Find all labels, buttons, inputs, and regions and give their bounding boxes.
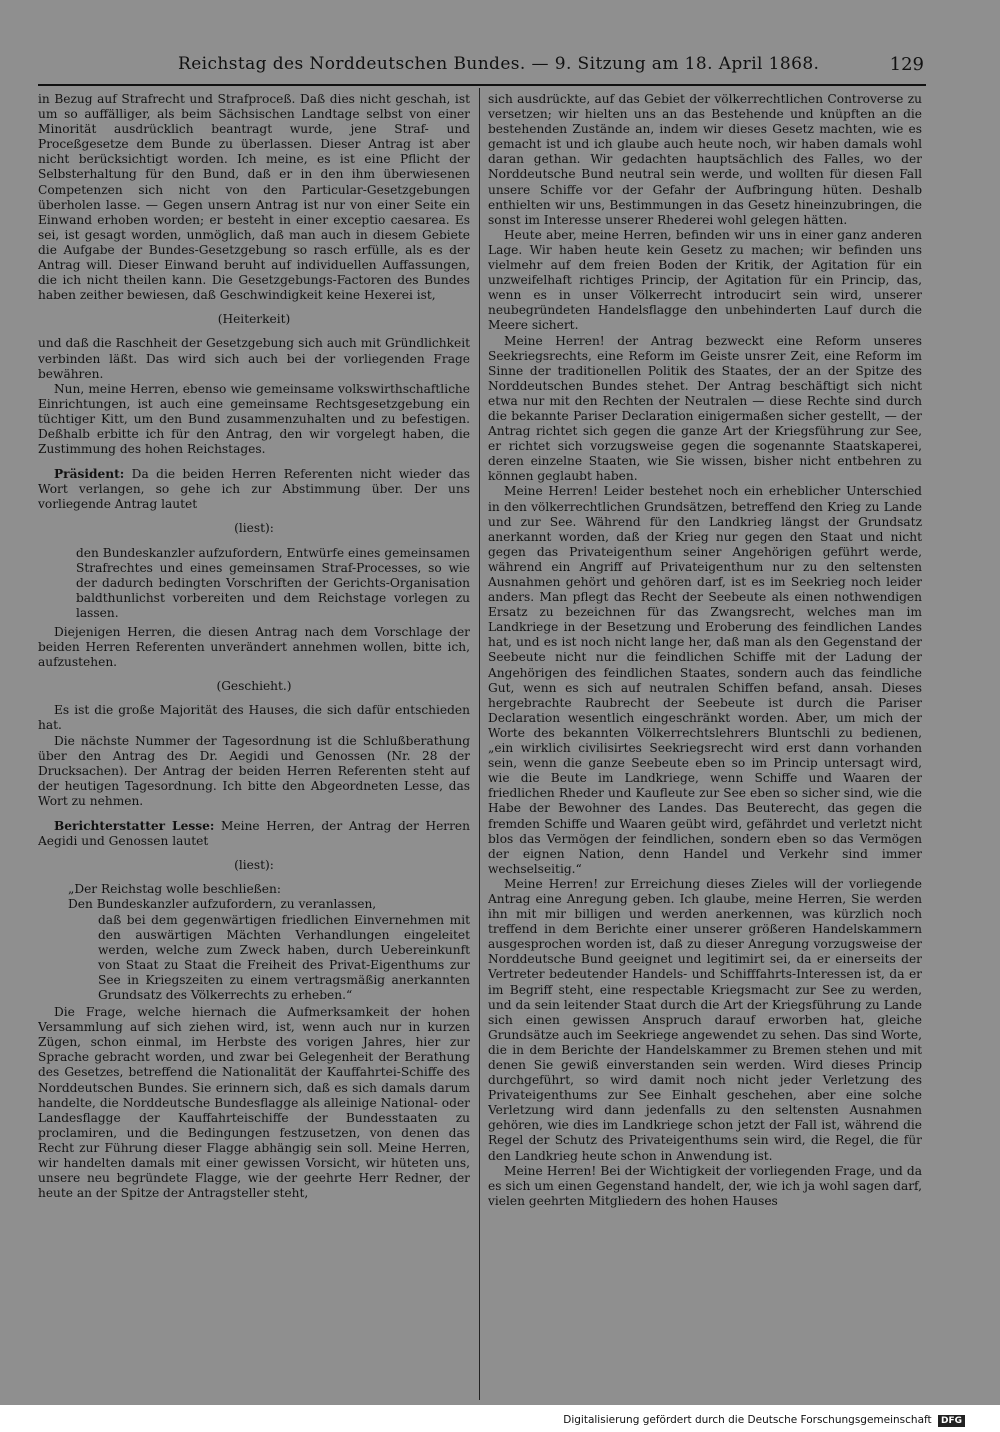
paragraph-text: sich ausdrückte, auf das Gebiet der völkerrechtlichen Controverse zu versetzen; wir hielten uns an das Bestehende und knüpften an die bestehenden Zustände an, indem wir dieses Gesetz machten, wie es gemacht ist und ich glaube auch heute noch, wir haben damals wohl daran gethan. Wir gedachten hauptsächlich des Falles, wo der Norddeutsche Bund neutral sein werde, und wollten für diesen Fall unsere Schiffe vor der Gefahr der Aufbringung hüten. Deshalb enthielten wir uns, Bestimmungen in das Gesetz hineinzubringen, die sonst im Interesse unserer Rhederei wohl gelegen hätten.: [488, 92, 922, 227]
paragraph: [98, 913, 470, 1004]
paragraph-text: (Geschieht.): [216, 679, 292, 694]
page-number: 129: [889, 54, 924, 75]
paragraph-text: Die Frage, welche hiernach die Aufmerksamkeit der hohen Versammlung auf sich ziehen wird, ist, wenn auch nur in kurzen Zügen, schon einmal, im Herbste des vorigen Jahres, hier zur Sprache gebracht worden, und zwar bei Gelegenheit der Berathung des Gesetzes, betreffend die Nationalität der Kauffahrtei-Schiffe des Norddeutschen Bundes. Sie erinnern sich, daß es sich damals darum handelte, die Norddeutsche Bundesflagge als alleinige National- oder Landesflagge der Kauffahrteischiffe der Bundesstaaten zu proclamiren, und die Bedingungen festzusetzen, von denen das Recht zur Führung dieser Flagge abhängig sein soll. Meine Herren, wir handelten damals mit einer gewissen Vorsicht, wir hüteten uns, unsere neu begründete Flagge, wie der geehrte Herr Redner, der heute an der Spitze der Antragsteller steht,: [38, 1005, 470, 1201]
paragraph-text: (Heiterkeit): [217, 312, 291, 327]
paragraph-text: Meine Herren! Bei der Wichtigkeit der vorliegenden Frage, und da es sich um einen Gegenstand handelt, der, wie ich ja wohl sagen darf, vielen geehrten Mitgliedern des hohen Hauses: [488, 1163, 922, 1208]
paragraph: [38, 858, 470, 873]
paragraph: [38, 703, 470, 733]
right-column: [488, 92, 922, 1402]
credit-text: Digitalisierung gefördert durch die Deutsche Forschungsgemeinschaft: [563, 1414, 932, 1426]
page-header: [38, 52, 964, 86]
paragraph: [38, 467, 470, 512]
running-head: Reichstag des Norddeutschen Bundes. — 9. Sitzung am 18. April 1868.: [178, 54, 820, 74]
paragraph-text: Meine Herren! zur Erreichung dieses Zieles will der vorliegende Antrag eine Anregung geben. Ich glaube, meine Herren, Sie werden ihn mit mir billigen und werden anerkennen, was kürzlich noch treffend in dem Berichte einer unserer größeren Handelskammern ausgesprochen worden ist, daß zu dieser Anregung vorzugsweise der Norddeutsche Bund geeignet und legitimirt sei, da er einerseits der Vertreter bedeutender Handels- und Schifffahrts-Interessen ist, da er im Begriff steht, eine respectable Kriegsmacht zur See zu werden, und da sein leitender Staat durch die Art der Kriegsführung zu Lande sich einen gewissen Anspruch darauf erworben hat, gleiche Grundsätze auch im Seekriege angewendet zu sehen. Das sind Worte, die in dem Berichte der Handelskammer zu Bremen stehen und mit denen Sie gewiß einverstanden sein werden. Wird dieses Princip durchgeführt, so wird damit noch nicht jeder Verletzung des Privateigenthums zur See Einhalt geschehen, aber eine solche Verletzung wird dann jedenfalls zu den seltensten Ausnahmen gehören, wie dies im Landkriege schon jetzt der Fall ist, während die Regel der Schutz des Privateigenthums sein wird, die Regel, die für den Landkrieg heute schon in Anwendung ist.: [488, 876, 922, 1163]
paragraph-text: Den Bundeskanzler aufzufordern, zu veranlassen,: [68, 897, 377, 912]
paragraph: [68, 882, 470, 897]
paragraph: [488, 1164, 922, 1209]
paragraph-text: in Bezug auf Strafrecht und Strafproceß. Daß dies nicht geschah, ist um so auffälliger, als beim Sächsischen Landtage selbst von einer Minorität ausdrücklich beantragt wurde, jene Straf- und Proceßgesetze dem Bunde zu überlassen. Dieser Antrag ist aber nicht berücksichtigt worden. Ich meine, es ist eine Pflicht der Selbsterhaltung für den Bund, daß er in den ihm überwiesenen Competenzen sich nicht von den Particular-Gesetzgebungen überholen lasse. — Gegen unsern Antrag ist nur von einer Seite ein Einwand erhoben worden; er besteht in einer exceptio caesarea. Es sei, ist gesagt worden, unmöglich, daß man auch in diesem Gebiete die Aufgabe der Bundes-Gesetzgebung so rasch erfülle, als es der Antrag will. Dieser Einwand beruht auf individuellen Auffassungen, die ich nicht theilen kann. Die Gesetzgebungs-Factoren des Bundes haben zeither bewiesen, daß Geschwindigkeit keine Hexerei ist,: [38, 92, 470, 303]
paragraph: [38, 1005, 470, 1201]
left-column: [38, 92, 470, 1402]
paragraph-text: daß bei dem gegenwärtigen friedlichen Einvernehmen mit den auswärtigen Mächten Verhandlungen eingeleitet werden, welche zum Zweck haben, durch Uebereinkunft von Staat zu Staat die Freiheit des Privat-Eigenthums zur See in Kriegszeiten zu einem vertragsmäßig anerkannten Grundsatz des Völkerrechts zu erheben.“: [98, 912, 470, 1002]
paragraph: [38, 734, 470, 809]
paragraph: [488, 334, 922, 485]
paragraph: [38, 625, 470, 670]
paragraph: [38, 92, 470, 303]
paragraph: [38, 679, 470, 694]
header-rule: [38, 84, 926, 86]
paragraph-text: (liest):: [234, 521, 274, 536]
paragraph: [488, 92, 922, 228]
column-divider: [479, 88, 480, 1400]
paragraph-text: und daß die Raschheit der Gesetzgebung sich auch mit Gründlichkeit verbinden läßt. Das wird sich auch bei der vorliegenden Frage bewähren.: [38, 336, 470, 381]
paragraph: [76, 546, 470, 621]
paragraph: [38, 382, 470, 457]
paragraph: [38, 312, 470, 327]
paragraph: [38, 336, 470, 381]
paragraph-text: Heute aber, meine Herren, befinden wir uns in einer ganz anderen Lage. Wir haben heute kein Gesetz zu machen; wir befinden uns vielmehr auf dem freien Boden der Kritik, der Agitation für ein unzweifelhaft richtiges Princip, der Agitation für ein Princip, das, wenn es in unser Völkerrecht introducirt sein wird, unserer neubegründeten Handelsflagge den unbehinderten Lauf durch die Meere sichert.: [488, 227, 922, 333]
paragraph: [488, 228, 922, 334]
paragraph-text: Nun, meine Herren, ebenso wie gemeinsame volkswirthschaftliche Einrichtungen, ist auch eine gemeinsame Rechtsgesetzgebung ein tüchtiger Kitt, um den Bund zusammenzuhalten und zu befestigen. Deßhalb erbitte ich für den Antrag, den wir vorgelegt haben, die Zustimmung des hohen Reichstages.: [38, 381, 470, 457]
paragraph-text: Die nächste Nummer der Tagesordnung ist die Schlußberathung über den Antrag des Dr. Aegidi und Genossen (Nr. 28 der Drucksachen). Der Antrag der beiden Herren Referenten steht auf der heutigen Tagesordnung. Ich bitte den Abgeordneten Lesse, das Wort zu nehmen.: [38, 733, 470, 808]
paragraph-text: „Der Reichstag wolle beschließen:: [68, 882, 281, 897]
paragraph-text: Meine Herren, der Antrag der Herren Aegidi und Genossen lautet: [38, 819, 470, 849]
speaker-name: Berichterstatter Lesse:: [54, 819, 215, 834]
paragraph: [68, 897, 470, 912]
paragraph: [38, 819, 470, 849]
paragraph-text: Da die beiden Herren Referenten nicht wieder das Wort verlangen, so gehe ich zur Abstimmung über. Der uns vorliegende Antrag lautet: [38, 467, 470, 512]
paragraph-text: Es ist die große Majorität des Hauses, die sich dafür entschieden hat.: [38, 703, 470, 733]
paragraph: [488, 484, 922, 876]
digitization-credit: [563, 1414, 965, 1427]
paragraph: [488, 877, 922, 1164]
paragraph-text: Meine Herren! der Antrag bezweckt eine Reform unseres Seekriegsrechts, eine Reform im Geiste unsrer Zeit, eine Reform im Sinne der traditionellen Politik des Staates, der an der Spitze des Norddeutschen Bundes stehet. Der Antrag beschäftigt sich nicht etwa nur mit den Rechten der Neutralen — diese Rechte sind durch die bekannte Pariser Declaration einigermaßen sicher gestellt, — der Antrag richtet sich gegen die ganze Art der Kriegsführung zur See, er richtet sich vorzugsweise gegen die sogenannte Staatskaperei, deren einzelne Staaten, wie Sie wissen, bisher nicht entbehren zu können geglaubt haben.: [488, 333, 922, 484]
paragraph-text: Meine Herren! Leider bestehet noch ein erheblicher Unterschied in den völkerrechtlichen Grundsätzen, betreffend den Krieg zu Lande und zur See. Während für den Landkrieg längst der Grundsatz anerkannt worden, daß der Krieg nur gegen den Staat und nicht gegen das Privateigenthum seiner Angehörigen geführt werde, während ein Angriff auf Privateigenthum nur zu den seltensten Ausnahmen gehört und gehören darf, ist es im Seekrieg noch leider anders. Man pflegt das Recht der Seebeute als einen nothwendigen Ersatz zu bezeichnen für das Zwangsrecht, welches man im Landkriege in der Besetzung und Eroberung des feindlichen Landes hat, und es ist noch nicht lange her, daß man als den Gegenstand der Seebeute nicht nur die feindlichen Schiffe mit der Ladung der Angehörigen des feindlichen Staates, sondern auch das feindliche Gut, wenn es sich auf neutralen Schiffen befand, ansah. Dieses hergebrachte Raubrecht der Seebeute ist durch die Pariser Declaration wesentlich eingeschränkt worden. Aber, um mich der Worte des bekannten Völkerrechtslehrers Bluntschli zu bedienen, „ein wirklich civilisirtes Seekriegsrecht wird erst dann vorhanden sein, wenn die ganze Seebeute eben so im Princip untersagt wird, wie die Beute im Landkriege, wenn Schiffe und Waaren der friedlichen Rheder und Kaufleute zur See eben so sicher sind, wie die Habe der Bewohner des Landes. Das Beuterecht, das gegen die fremden Schiffe und Waaren geübt wird, gefährdet und verletzt nicht blos das Vermögen der feindlichen, sondern eben so das Vermögen der eignen Nation, denn Handel und Verkehr sind immer wechselseitig.“: [488, 484, 922, 876]
speaker-name: Präsident:: [54, 467, 125, 482]
dfg-logo: DFG: [938, 1415, 965, 1427]
paragraph: [38, 521, 470, 536]
paragraph-text: (liest):: [234, 858, 274, 873]
paragraph-text: Diejenigen Herren, die diesen Antrag nach dem Vorschlage der beiden Herren Referenten unverändert annehmen wollen, bitte ich, aufzustehen.: [38, 625, 470, 670]
paragraph-text: den Bundeskanzler aufzufordern, Entwürfe eines gemeinsamen Strafrechtes und eines gemeinsamen Straf-Processes, so wie der dadurch bedingten Vorschriften der Gerichts-Organisation baldthunlichst vorbereiten und dem Reichstage vorlegen zu lassen.: [76, 545, 470, 620]
